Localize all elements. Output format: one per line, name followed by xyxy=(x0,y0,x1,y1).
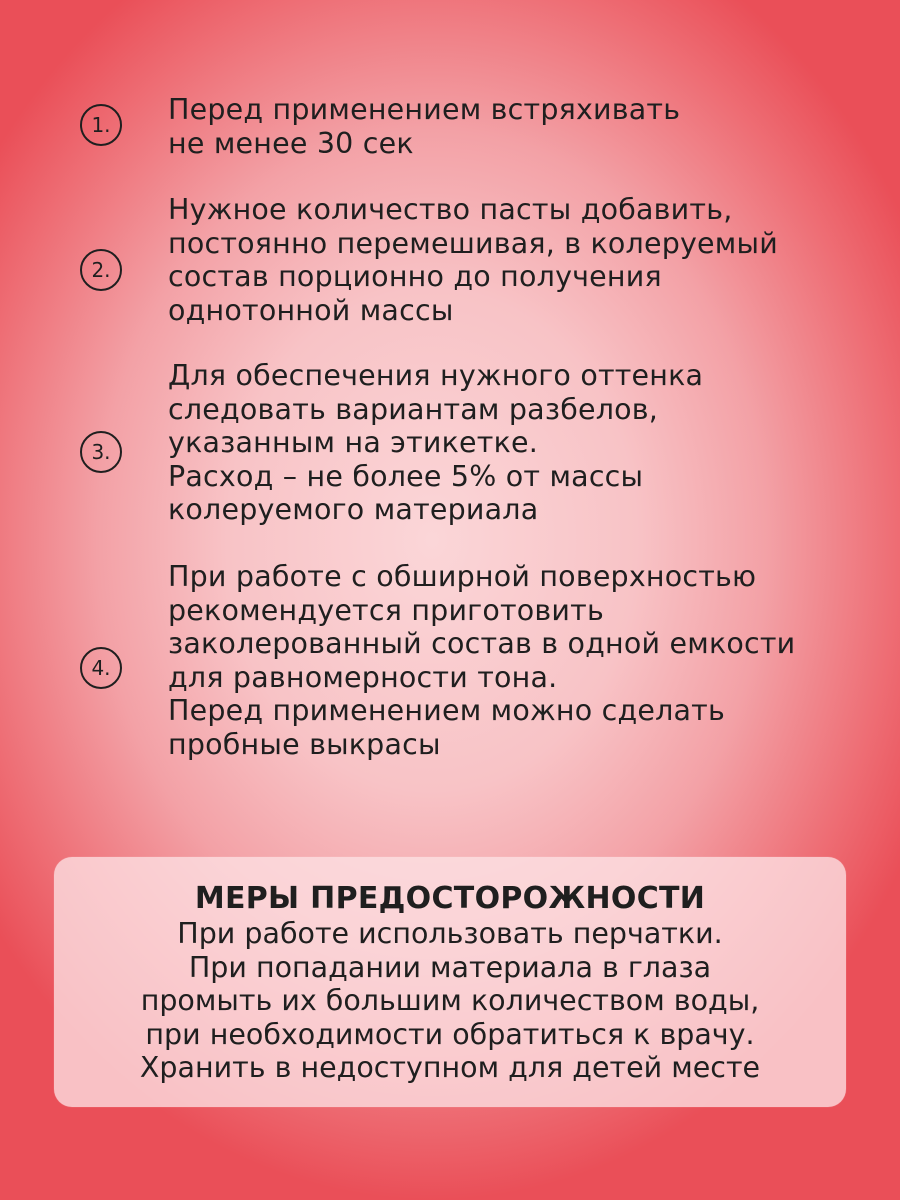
step-3-line: указанным на этикетке. xyxy=(168,426,538,459)
precautions-line: при необходимости обратиться к врачу. xyxy=(145,1017,755,1051)
step-text-1 xyxy=(168,93,868,160)
precautions-panel xyxy=(54,857,846,1107)
step-3-line: Для обеспечения нужного оттенка xyxy=(168,359,704,392)
step-2-line: Нужное количество пасты добавить, xyxy=(168,193,733,226)
step-number-4: 4. xyxy=(80,647,122,689)
step-text-2 xyxy=(168,193,868,327)
step-number-2: 2. xyxy=(80,249,122,291)
step-number-3: 3. xyxy=(80,431,122,473)
precautions-line: Хранить в недоступном для детей месте xyxy=(139,1051,761,1084)
step-text-3 xyxy=(168,359,868,527)
step-number-1: 1. xyxy=(80,104,122,146)
step-1-line: Перед применением встряхивать xyxy=(168,93,681,126)
precautions-line: При попадании материала в глаза xyxy=(188,950,712,984)
precautions-line: При работе использовать перчатки. xyxy=(177,917,723,950)
step-4-line: для равномерности тона. xyxy=(168,660,558,694)
step-4-line: заколерованный состав в одной емкости xyxy=(168,627,796,660)
step-4-line: Перед применением можно сделать xyxy=(168,694,725,727)
precautions-text xyxy=(54,917,846,1085)
step-2-line: состав порционно до получения xyxy=(168,260,662,293)
step-3-line: колеруемого материала xyxy=(168,493,539,526)
step-2-line: однотонной массы xyxy=(168,293,454,327)
step-3-line: следовать вариантам разбелов, xyxy=(168,392,659,426)
step-1-line: не менее 30 сек xyxy=(168,126,414,160)
step-2-line: постоянно перемешивая, в колеруемый xyxy=(168,226,778,260)
step-4-line: рекомендуется приготовить xyxy=(168,593,604,627)
step-4-line: пробные выкрасы xyxy=(168,727,441,761)
step-text-4 xyxy=(168,560,868,761)
step-4-line: При работе с обширной поверхностью xyxy=(168,560,757,593)
precautions-line: промыть их большим количеством воды, xyxy=(140,984,760,1017)
precautions-title: МЕРЫ ПРЕДОСТОРОЖНОСТИ xyxy=(194,881,706,916)
step-3-line: Расход – не более 5% от массы xyxy=(168,459,644,493)
